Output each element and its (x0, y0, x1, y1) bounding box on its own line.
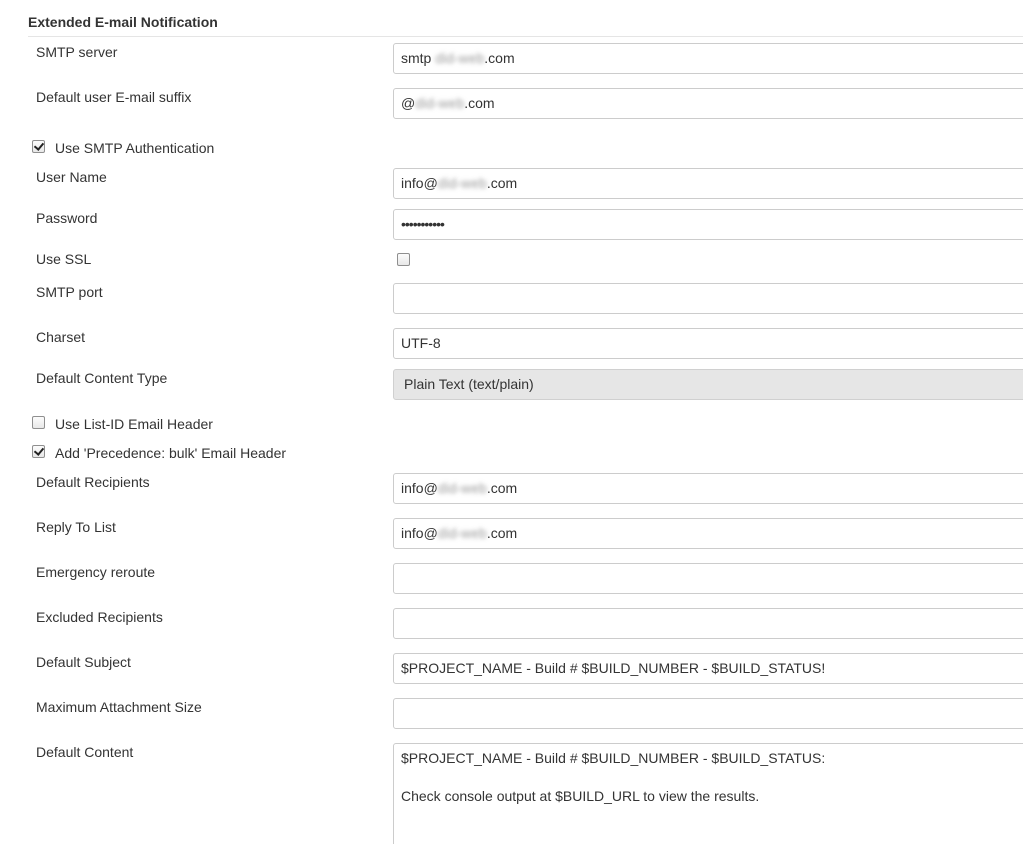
emergency-reroute-label: Emergency reroute (36, 564, 156, 580)
default-recipients-input[interactable] (393, 473, 1023, 504)
max-attachment-size-label: Maximum Attachment Size (36, 699, 202, 715)
section-divider (28, 36, 1023, 37)
charset-input[interactable]: UTF-8 (393, 328, 1023, 359)
default-suffix-label: Default user E-mail suffix (36, 89, 192, 105)
default-recipients-label: Default Recipients (36, 474, 150, 490)
section-title: Extended E-mail Notification (28, 14, 218, 30)
default-suffix-prefix: @ (401, 95, 416, 111)
default-subject-label: Default Subject (36, 654, 131, 670)
user-name-prefix: info@ (401, 175, 438, 191)
default-suffix-input[interactable] (393, 88, 1023, 119)
smtp-server-redacted: did-web (435, 50, 485, 66)
smtp-server-prefix: smtp (401, 50, 432, 66)
user-name-input[interactable] (393, 168, 1023, 199)
user-name-suffix: .com (486, 175, 518, 191)
smtp-server-suffix: .com (484, 50, 515, 66)
default-recipients-prefix: info@ (401, 480, 438, 496)
default-content-type-label: Default Content Type (36, 370, 168, 386)
default-recipients-suffix: .com (486, 480, 518, 496)
smtp-port-label: SMTP port (36, 284, 103, 300)
excluded-recipients-input[interactable] (393, 608, 1023, 639)
default-content-label: Default Content (36, 744, 134, 760)
use-list-id-checkbox[interactable] (32, 416, 45, 429)
reply-to-list-suffix: .com (486, 525, 518, 541)
use-smtp-auth-checkbox[interactable] (32, 140, 45, 153)
default-content-textarea[interactable]: $PROJECT_NAME - Build # $BUILD_NUMBER - $BUILD_STATUS: Check console output at $BUILD_URL to view the results. (393, 743, 1023, 844)
user-name-redacted: did-web (437, 175, 487, 191)
use-list-id-label: Use List-ID Email Header (55, 416, 213, 432)
password-input[interactable]: ••••••••••• (393, 209, 1023, 240)
use-ssl-label: Use SSL (36, 251, 92, 267)
user-name-label: User Name (36, 169, 107, 185)
smtp-server-input[interactable] (393, 43, 1023, 74)
default-recipients-redacted: did-web (437, 480, 487, 496)
default-suffix-suffix: .com (464, 95, 495, 111)
default-suffix-redacted: did-web (415, 95, 465, 111)
excluded-recipients-label: Excluded Recipients (36, 609, 163, 625)
add-precedence-label: Add 'Precedence: bulk' Email Header (55, 445, 287, 461)
reply-to-list-label: Reply To List (36, 519, 116, 535)
smtp-server-label: SMTP server (36, 44, 118, 60)
reply-to-list-redacted: did-web (437, 525, 487, 541)
charset-label: Charset (36, 329, 86, 345)
password-label: Password (36, 210, 98, 226)
default-content-type-select[interactable]: Plain Text (text/plain) (393, 369, 1023, 400)
use-ssl-checkbox[interactable] (397, 253, 410, 266)
smtp-port-input[interactable] (393, 283, 1023, 314)
add-precedence-checkbox[interactable] (32, 445, 45, 458)
default-subject-input[interactable]: $PROJECT_NAME - Build # $BUILD_NUMBER - $BUILD_STATUS! (393, 653, 1023, 684)
reply-to-list-input[interactable] (393, 518, 1023, 549)
use-smtp-auth-label: Use SMTP Authentication (55, 140, 215, 156)
emergency-reroute-input[interactable] (393, 563, 1023, 594)
reply-to-list-prefix: info@ (401, 525, 438, 541)
max-attachment-size-input[interactable] (393, 698, 1023, 729)
